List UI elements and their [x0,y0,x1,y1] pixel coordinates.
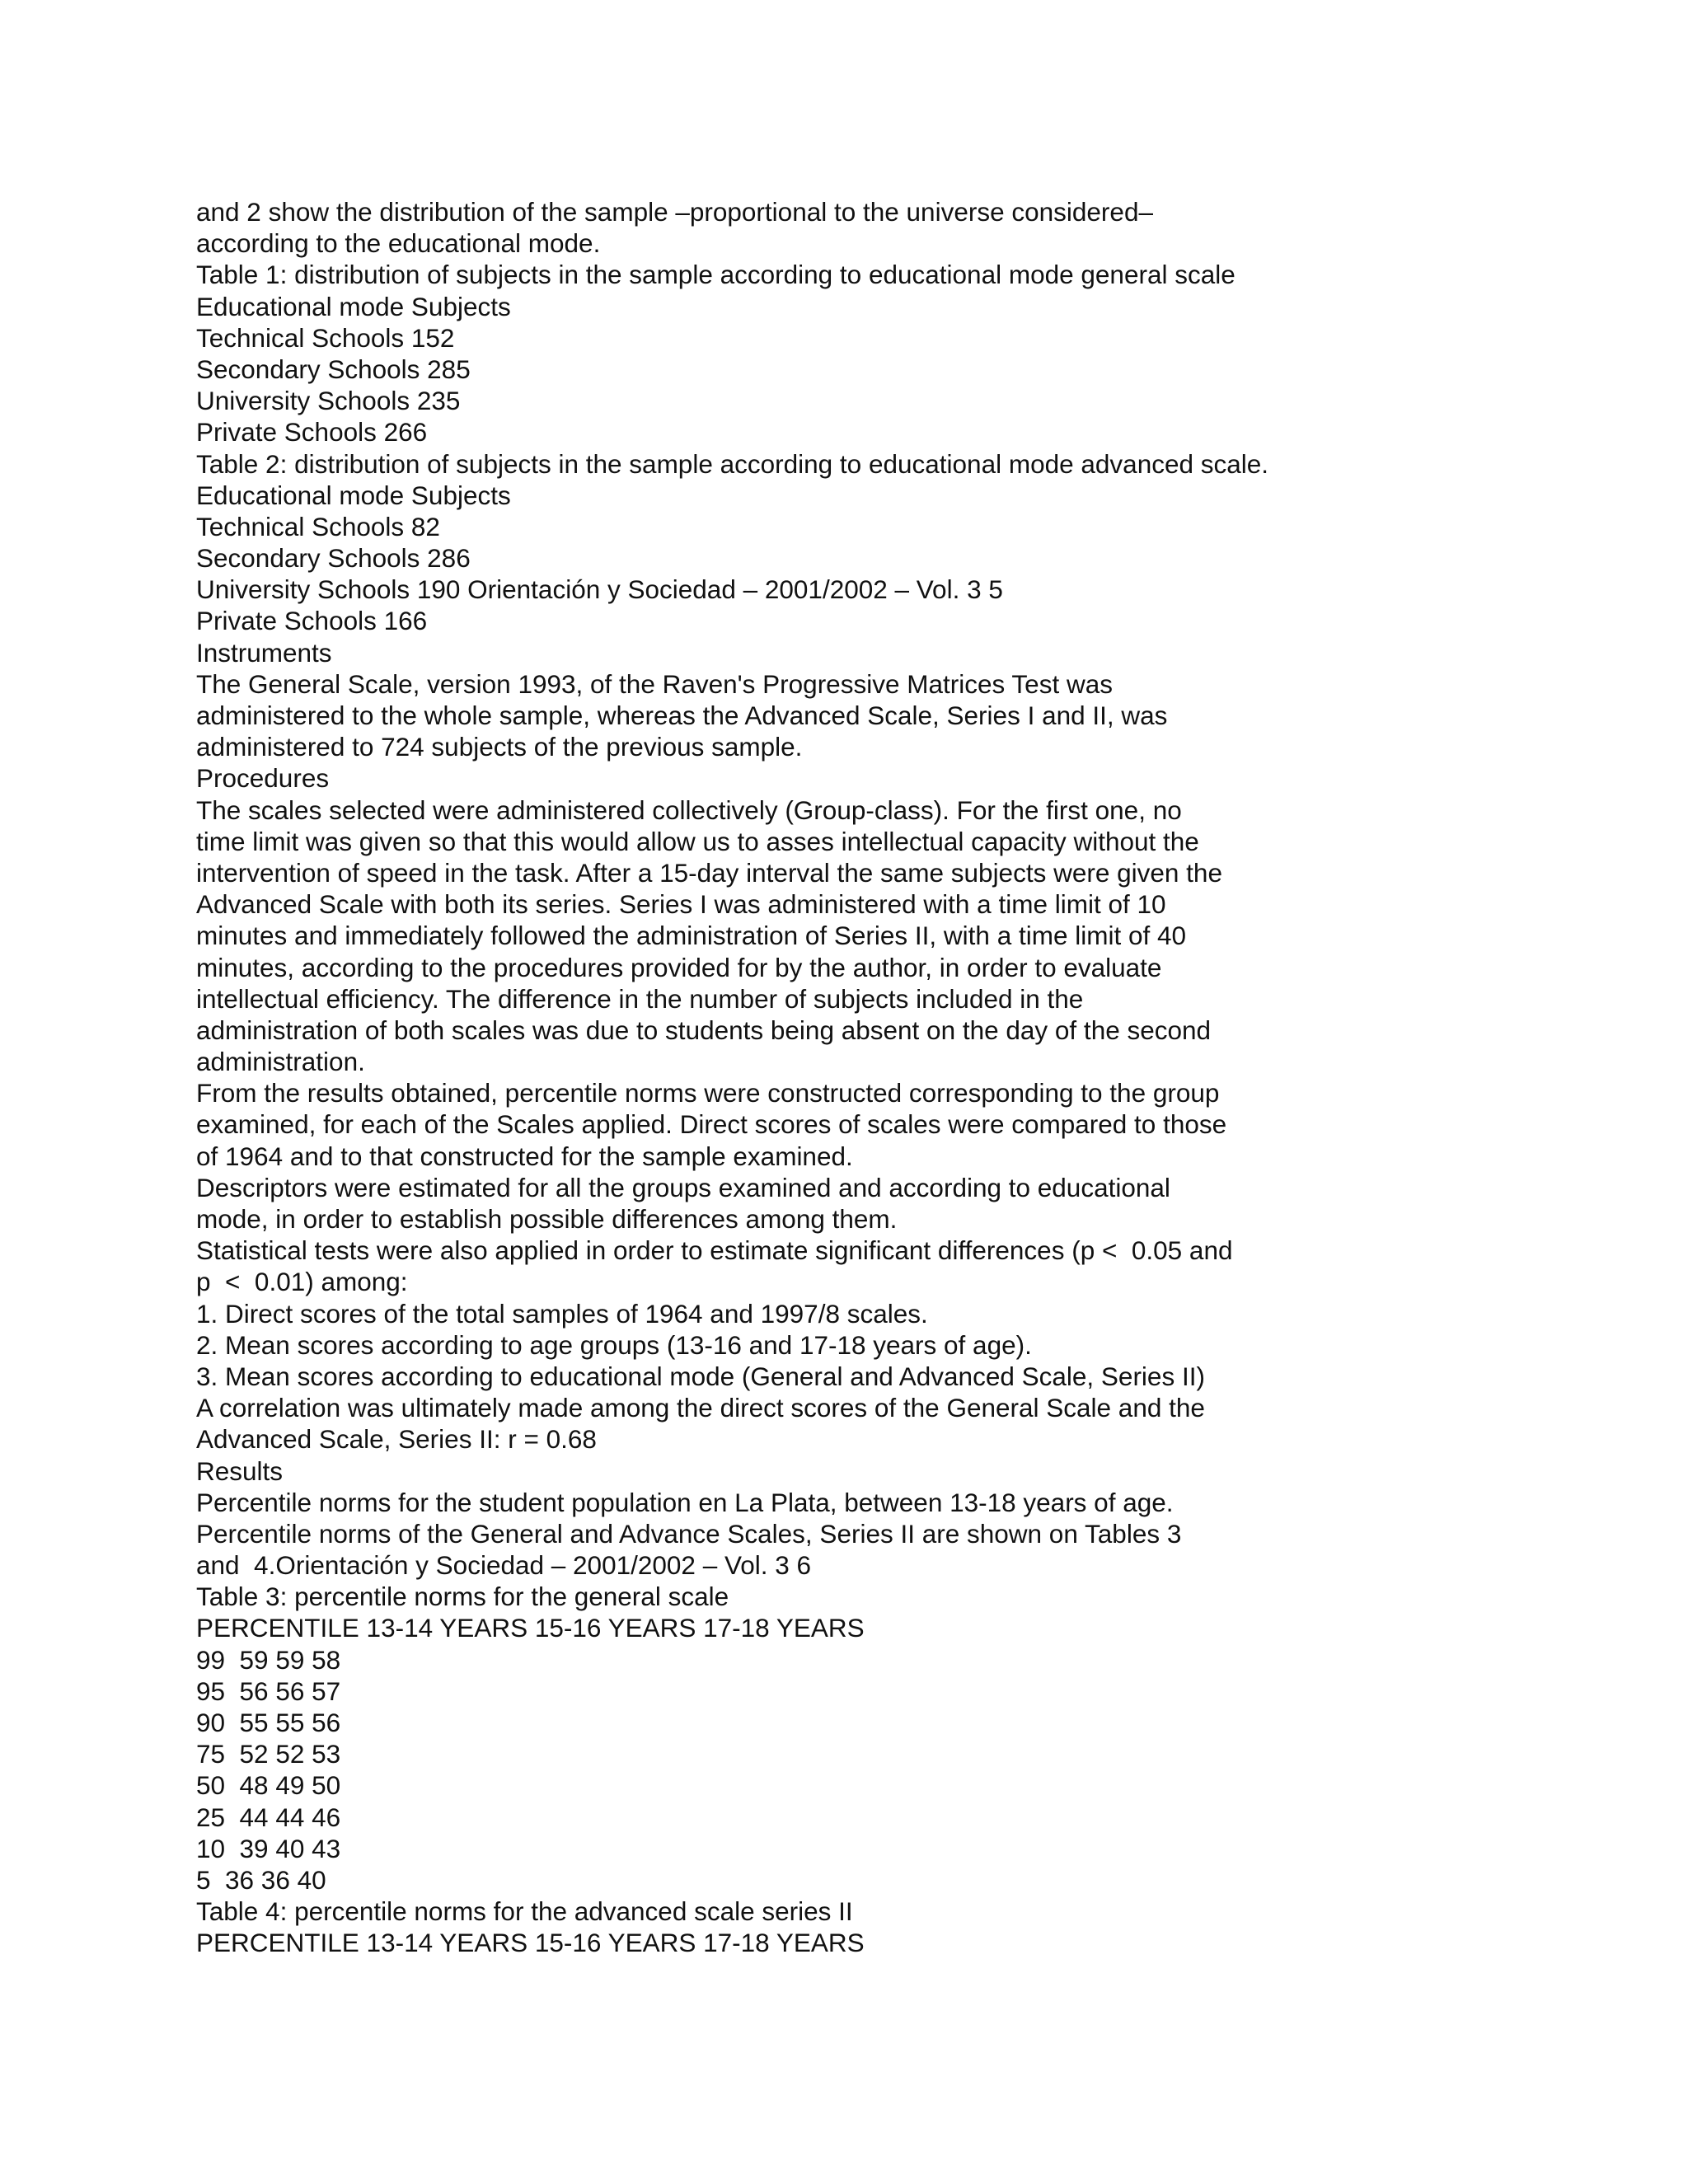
table-2-header: Educational mode Subjects [196,480,511,510]
table-4-header: PERCENTILE 13-14 YEARS 15-16 YEARS 17-18 YEARS [196,1928,865,1958]
list-item: 2. Mean scores according to age groups (13-16 and 17-18 years of age). [196,1329,1032,1360]
table-3-caption: Table 3: percentile norms for the general scale [196,1582,729,1612]
table-3-row: 90 55 55 56 [196,1708,341,1737]
text-line: and 4.Orientación y Sociedad – 2001/2002 – Vol. 3 6 [196,1550,812,1581]
text-line: and 2 show the distribution of the sample –proportional to the universe considered– [196,197,1153,227]
text-line: Percentile norms of the General and Advance Scales, Series II are shown on Tables 3 [196,1518,1182,1549]
text-line: administration. [196,1047,365,1077]
table-2-row: Private Schools 166 [196,606,428,636]
text-line: Advanced Scale, Series II: r = 0.68 [196,1424,597,1455]
table-1-row: Private Schools 266 [196,417,428,448]
text-line: A correlation was ultimately made among the direct scores of the General Scale and the [196,1393,1205,1423]
section-heading-procedures: Procedures [196,763,330,794]
table-3-row: 75 52 52 53 [196,1739,341,1769]
text-line: mode, in order to establish possible differences among them. [196,1204,898,1234]
text-line: time limit was given so that this would allow us to asses intellectual capacity without the [196,826,1199,856]
table-3-row: 25 44 44 46 [196,1802,341,1832]
text-line: minutes, according to the procedures provided for by the author, in order to evaluate [196,952,1162,982]
table-1-row: University Schools 235 [196,386,461,416]
section-heading-results: Results [196,1455,284,1486]
table-3-row: 95 56 56 57 [196,1675,341,1706]
table-2-row: Secondary Schools 286 [196,543,471,574]
text-line: Percentile norms for the student population en La Plata, between 13-18 years of age. [196,1487,1174,1517]
text-line: of 1964 and to that constructed for the sample examined. [196,1141,853,1171]
text-line: The General Scale, version 1993, of the Raven's Progressive Matrices Test was [196,668,1113,699]
table-1-row: Secondary Schools 285 [196,354,471,384]
table-1-header: Educational mode Subjects [196,291,511,321]
text-line: administered to 724 subjects of the previous sample. [196,732,803,762]
table-1-caption: Table 1: distribution of subjects in the sample according to educational mode general scale [196,260,1236,290]
list-item: 1. Direct scores of the total samples of 1964 and 1997/8 scales. [196,1298,928,1329]
text-line: administered to the whole sample, whereas the Advanced Scale, Series I and II, was [196,701,1168,730]
text-line: From the results obtained, percentile norms were constructed corresponding to the group [196,1078,1220,1108]
text-line: according to the educational mode. [196,228,601,259]
table-2-caption: Table 2: distribution of subjects in the sample according to educational mode advanced scale. [196,448,1269,479]
text-line: minutes and immediately followed the administration of Series II, with a time limit of 40 [196,921,1187,951]
table-3-row: 5 36 36 40 [196,1864,326,1895]
table-3-row: 99 59 59 58 [196,1644,341,1675]
table-1-row: Technical Schools 152 [196,322,455,353]
text-line: p < 0.01) among: [196,1267,408,1297]
table-3-row: 10 39 40 43 [196,1833,341,1863]
table-4-caption: Table 4: percentile norms for the advanced scale series II [196,1896,853,1927]
text-line: intervention of speed in the task. After a 15-day interval the same subjects were given the [196,857,1222,888]
text-line: The scales selected were administered collectively (Group-class). For the first one, no [196,794,1182,825]
text-line: Statistical tests were also applied in order to estimate significant differences (p < 0.05 and [196,1235,1233,1266]
table-3-row: 50 48 49 50 [196,1770,341,1801]
document-text [196,196,1597,1959]
list-item: 3. Mean scores according to educational mode (General and Advanced Scale, Series II) [196,1361,1205,1391]
table-3-header: PERCENTILE 13-14 YEARS 15-16 YEARS 17-18 YEARS [196,1613,865,1643]
text-line: administration of both scales was due to students being absent on the day of the second [196,1015,1212,1045]
table-2-row: University Schools 190 Orientación y Sociedad – 2001/2002 – Vol. 3 5 [196,574,1003,605]
text-line: examined, for each of the Scales applied. Direct scores of scales were compared to those [196,1109,1227,1140]
table-2-row: Technical Schools 82 [196,511,440,541]
section-heading-instruments: Instruments [196,637,332,668]
text-line: intellectual efficiency. The difference in the number of subjects included in the [196,983,1084,1014]
text-line: Advanced Scale with both its series. Series I was administered with a time limit of 10 [196,889,1166,920]
text-line: Descriptors were estimated for all the groups examined and according to educational [196,1172,1170,1202]
